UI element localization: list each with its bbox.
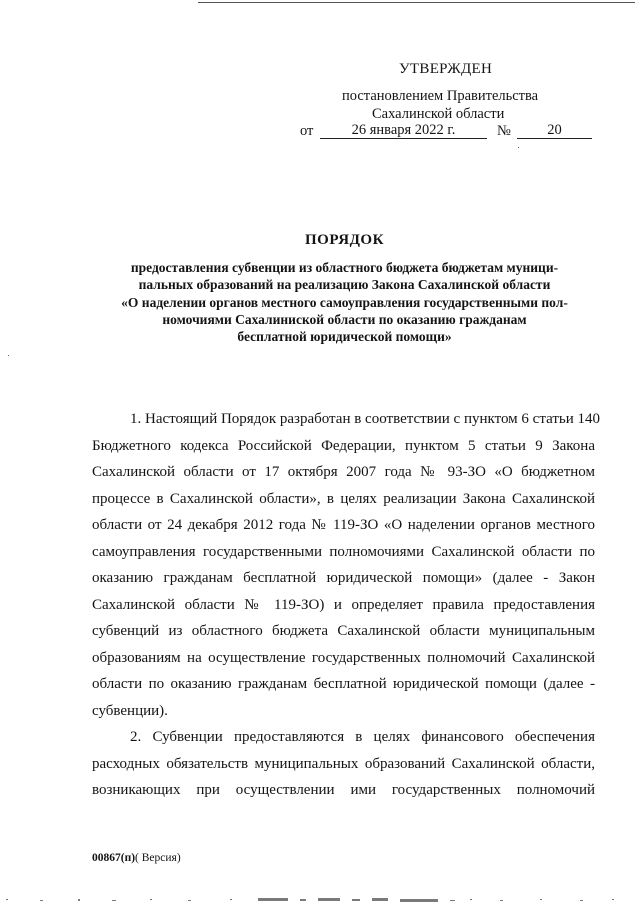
document-version: ( Версия) [135,852,181,864]
number-label: № [497,123,511,139]
document-title: ПОРЯДОК [305,232,384,248]
paragraph-1-line: процессе в Сахалинской области», в целях реализации Закона Сахалинской [92,490,595,507]
approval-authority-line2: Сахалинской области [372,106,505,122]
paragraph-2-line: 2. Субвенции предоставляются в целях финансового обеспечения [130,729,595,745]
paragraph-1-line: субвенции). [92,702,168,719]
paragraph-1-line: области по оказанию гражданам бесплатной юридической помощи (далее - [92,676,595,692]
scan-bottom-noise [0,895,635,905]
approval-stamp-title: УТВЕРЖДЕН [399,61,493,77]
paragraph-1-line: Сахалинской области от 17 октября 2007 года № 93-ЗО «О бюджетном [92,464,595,480]
paragraph-1-line: образованиям на осуществление государственных полномочий Сахалинской [92,649,595,666]
paragraph-1-line: субвенций из областного бюджета Сахалинской области муниципальным [92,623,595,639]
subtitle-line: номочиями Сахалиниской области по оказанию гражданам [162,311,527,327]
paragraph-1-line: области от 24 декабря 2012 года № 119-ЗО «О наделении органов местного [92,517,595,533]
subtitle-line: предоставления субвенции из областного бюджета бюджетам муници- [130,260,559,275]
document-footer [92,852,181,864]
document-subtitle [92,259,597,345]
scan-top-border [198,2,635,3]
paragraph-1-line: оказанию гражданам бесплатной юридической помощи» (далее - Закон [92,570,595,586]
document-code: 00867(п) [92,852,136,864]
decree-date: 26 января 2022 г. [320,123,487,139]
subtitle-line: пальных образований на реализацию Закона Сахалинской области [138,277,551,293]
document-body [92,406,601,804]
paragraph-1-line: самоуправления государственными полномочиями Сахалинской области по [92,543,595,560]
paragraph-2-line: расходных обязательств муниципальных образований Сахалинской области, [92,755,595,772]
paragraph-1-line: Сахалинской области № 119-ЗО) и определяет правила предоставления [92,596,595,613]
subtitle-line: бесплатной юридической помощи» [237,329,452,345]
paragraph-2-line: возникающих при осуществлении ими государственных полномочий [92,782,595,798]
scan-speck [518,147,519,148]
date-label: от [300,123,314,139]
scan-speck [8,355,9,356]
paragraph-1-line: 1. Настоящий Порядок разработан в соответствии с пунктом 6 статьи 140 [130,411,601,427]
subtitle-line: «О наделении органов местного самоуправления государственными пол- [121,294,568,310]
decree-number: 20 [517,123,592,139]
approval-authority-line1: постановлением Правительства [342,88,539,104]
paragraph-1-line: Бюджетного кодекса Российской Федерации, пунктом 5 статьи 9 Закона [92,437,595,454]
